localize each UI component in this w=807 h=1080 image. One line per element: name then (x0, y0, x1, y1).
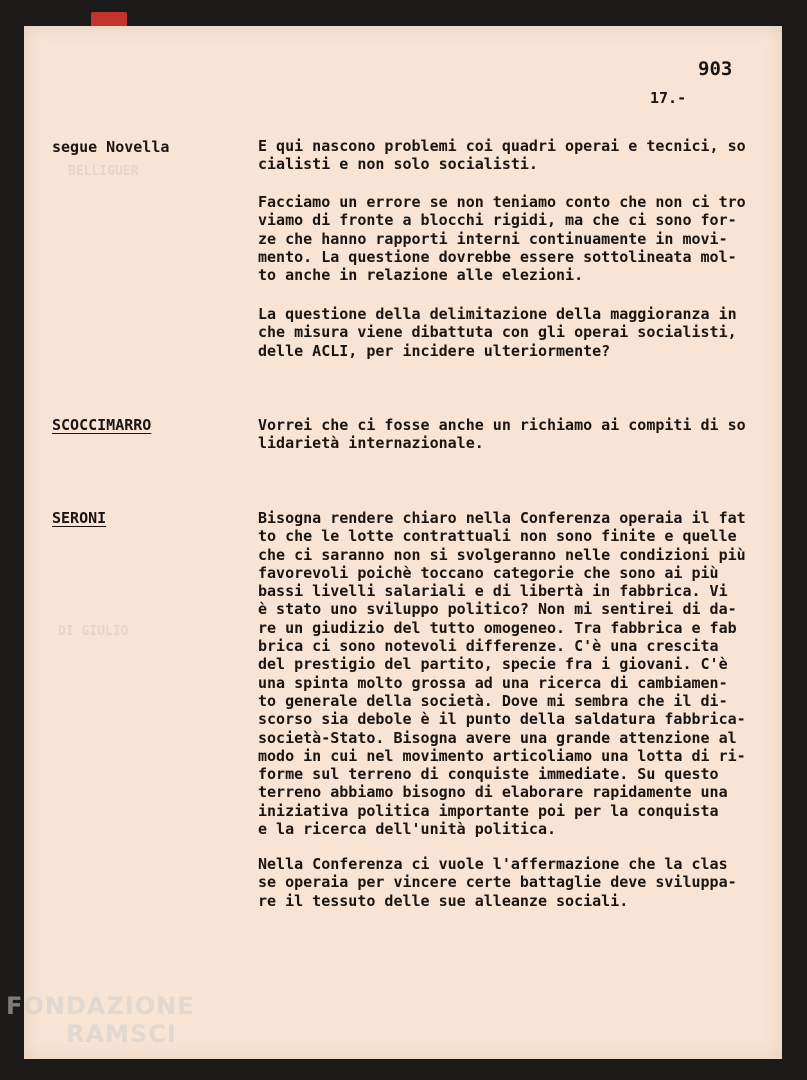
paragraph (258, 416, 768, 453)
archive-watermark (6, 992, 195, 1048)
sheet-number: 17.- (650, 89, 687, 107)
text-line: è stato uno sviluppo politico? Non mi sentirei di da- (258, 600, 737, 619)
text-line: Vorrei che ci fosse anche un richiamo ai compiti di so (258, 416, 746, 434)
bleed-through-text: DI GIULIO (58, 624, 129, 639)
text-line: re un giudizio del tutto omogeneo. Tra fabbrica e fab (258, 618, 737, 637)
text-line: bassi livelli salariali e di libertà in fabbrica. Vi (258, 582, 728, 601)
text-line: to anche in relazione alle elezioni. (258, 266, 584, 285)
text-line: terreno abbiamo bisogno di elaborare rapidamente una (258, 783, 728, 802)
text-line: to che le lotte contrattuali non sono finite e quelle (258, 527, 737, 546)
text-line: ze che hanno rapporti interni continuamente in movi- (258, 229, 728, 248)
paragraph (258, 305, 768, 360)
text-line: Facciamo un errore se non teniamo conto che non ci tro (258, 193, 746, 211)
text-line: favorevoli poichè toccano categorie che sono ai più (258, 563, 719, 582)
paragraph (258, 193, 768, 284)
watermark-line-2: RAMSCI (66, 1020, 177, 1048)
text-line: se operaia per vincere certe battaglie deve sviluppa- (258, 873, 737, 892)
text-line: scorso sia debole è il punto della saldatura fabbrica- (258, 710, 746, 729)
text-line: to generale della società. Dove mi sembra che il di- (258, 691, 728, 710)
text-line: una spinta molto grossa ad una ricerca di cambiamen- (258, 673, 728, 692)
text-line: iniziativa politica importante poi per la conquista (258, 801, 719, 820)
text-line: viamo di fronte a blocchi rigidi, ma che ci sono for- (258, 211, 737, 230)
text-line: del prestigio del partito, specie fra i giovani. C'è (258, 655, 728, 674)
speaker-name: SCOCCIMARRO (52, 416, 152, 434)
paragraph (258, 509, 768, 838)
speaker-name: segue Novella (52, 138, 170, 156)
text-line: E qui nascono problemi coi quadri operai e tecnici, so (258, 137, 746, 155)
bleed-through-text: BELLIGUER (68, 164, 139, 179)
paragraph (258, 855, 768, 910)
text-line: che misura viene dibattuta con gli operai socialisti, (258, 323, 737, 342)
text-line: Nella Conferenza ci vuole l'affermazione che la clas (258, 855, 728, 873)
text-line: brica ci sono notevoli differenze. C'è una crescita (258, 637, 719, 656)
text-line: delle ACLI, per incidere ulteriormente? (258, 341, 611, 360)
text-line: modo in cui nel movimento articoliamo una lotta di ri- (258, 746, 746, 765)
text-line: forme sul terreno di conquiste immediate. Su questo (258, 765, 719, 784)
paragraph (258, 137, 768, 174)
text-line: La questione della delimitazione della maggioranza in (258, 305, 737, 323)
text-line: società-Stato. Bisogna avere una grande attenzione al (258, 728, 737, 747)
text-line: che ci saranno non si svolgeranno nelle condizioni più (258, 545, 746, 564)
speaker-name: SERONI (52, 509, 107, 527)
text-line: re il tessuto delle sue alleanze sociali. (258, 891, 629, 910)
text-line: mento. La questione dovrebbe essere sottolineata mol- (258, 247, 737, 266)
text-line: Bisogna rendere chiaro nella Conferenza operaia il fat (258, 509, 746, 527)
text-line: e la ricerca dell'unità politica. (258, 820, 557, 839)
text-line: lidarietà internazionale. (258, 434, 484, 453)
page-number: 903 (698, 58, 733, 80)
text-line: cialisti e non solo socialisti. (258, 155, 538, 174)
watermark-line-1: FONDAZIONE (6, 992, 195, 1020)
